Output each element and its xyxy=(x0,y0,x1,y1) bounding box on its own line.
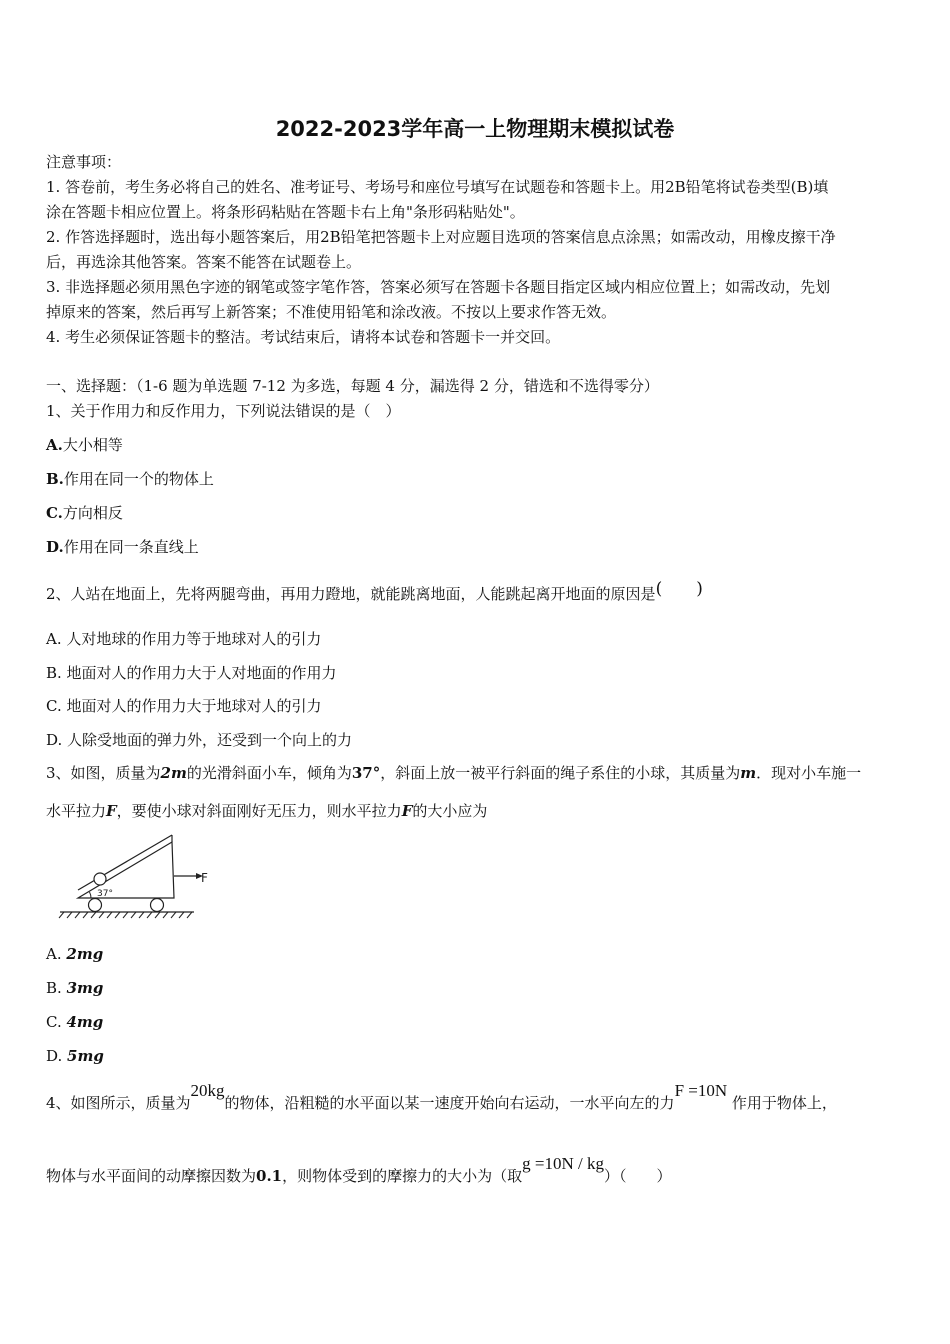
math: m xyxy=(740,764,757,782)
text: 水平拉力 xyxy=(46,802,107,820)
question-3-stem-line1 xyxy=(46,763,861,783)
q2-option-c: C. 地面对人的作用力大于地球对人的引力 xyxy=(46,697,322,715)
notice-line: 掉原来的答案，然后再写上新答案；不准使用铅笔和涂改液。不按以上要求作答无效。 xyxy=(46,303,617,321)
q3-option-a xyxy=(46,944,103,964)
question-3-stem-line2 xyxy=(46,801,487,821)
text: 的物体，沿粗糙的水平面以某一速度开始向右运动，一水平向左的力 xyxy=(224,1094,675,1112)
option-letter: D. xyxy=(46,1047,63,1065)
option-letter: A. xyxy=(46,436,63,454)
question-4-stem-line2 xyxy=(46,1154,672,1186)
notice-line: 后，再选涂其他答案。答案不能答在试题卷上。 xyxy=(46,253,362,271)
force-label: F xyxy=(201,871,208,885)
text: ）（ ） xyxy=(603,1167,672,1185)
q3-option-c xyxy=(46,1012,103,1032)
q1-option-b xyxy=(46,469,214,489)
notice-heading: 注意事项： xyxy=(46,153,122,171)
option-value: 4mg xyxy=(66,1013,104,1031)
q2-option-a: A. 人对地球的作用力等于地球对人的引力 xyxy=(46,630,322,648)
text: 的光滑斜面小车，倾角为 xyxy=(186,764,352,782)
option-letter: C. xyxy=(46,504,63,522)
text: ，要使小球对斜面刚好无压力，则水平拉力 xyxy=(116,802,402,820)
question-4-stem-line1 xyxy=(46,1081,837,1113)
notice-line: 2. 作答选择题时，选出每小题答案后，用2B铅笔把答题卡上对应题目选项的答案信息点涂黑；如需改动，用橡皮擦干净 xyxy=(46,228,836,246)
notice-line: 1. 答卷前，考生务必将自己的姓名、准考证号、考场号和座位号填写在试题卷和答题卡上。用2B铅笔将试卷类型(B)填 xyxy=(46,178,829,196)
math: g =10N / kg xyxy=(522,1154,604,1173)
option-value: 5mg xyxy=(67,1047,104,1065)
math: F xyxy=(106,802,117,820)
text: 4、如图所示，质量为 xyxy=(46,1094,191,1112)
notice-line: 3. 非选择题必须用黑色字迹的钢笔或签字笔作答，答案必须写在答题卡各题目指定区域内相应位置上；如需改动，先划 xyxy=(46,278,831,296)
q3-option-b xyxy=(46,978,103,998)
math: 37° xyxy=(351,764,381,782)
option-value: 3mg xyxy=(66,979,104,997)
math: 20kg xyxy=(190,1081,225,1100)
option-value: 2mg xyxy=(66,945,104,963)
q1-option-d xyxy=(46,537,199,557)
incline-cart-figure xyxy=(58,832,218,920)
option-text: 大小相等 xyxy=(62,436,123,454)
q1-option-c xyxy=(46,503,123,523)
q2-option-d: D. 人除受地面的弹力外，还受到一个向上的力 xyxy=(46,731,353,749)
q2-option-b: B. 地面对人的作用力大于人对地面的作用力 xyxy=(46,664,337,682)
math: F xyxy=(401,802,413,820)
text: 的大小应为 xyxy=(412,802,488,820)
q1-option-a xyxy=(46,435,123,455)
text: ，斜面上放一被平行斜面的绳子系住的小球，其质量为 xyxy=(380,764,741,782)
option-letter: B. xyxy=(46,470,64,488)
question-2-stem xyxy=(46,579,703,604)
q3-option-d xyxy=(46,1046,104,1066)
page-title: 2022-2023学年高一上物理期末模拟试卷 xyxy=(275,117,675,141)
question-1-stem: 1、关于作用力和反作用力，下列说法错误的是（ ） xyxy=(46,402,401,420)
notice-line: 涂在答题卡相应位置上。将条形码粘贴在答题卡右上角"条形码粘贴处"。 xyxy=(46,203,525,221)
text: ，则物体受到的摩擦力的大小为（取 xyxy=(282,1167,523,1185)
math: 0.1 xyxy=(256,1167,283,1185)
text: 3、如图，质量为 xyxy=(46,764,161,782)
option-letter: A. xyxy=(46,945,62,963)
question-text: 2、人站在地面上，先将两腿弯曲，再用力蹬地，就能跳离地面，人能跳起离开地面的原因是 xyxy=(46,585,656,603)
math: F =10N xyxy=(674,1081,728,1100)
option-letter: C. xyxy=(46,1013,62,1031)
option-text: 方向相反 xyxy=(62,504,123,522)
option-letter: B. xyxy=(46,979,62,997)
text: 作用于物体上， xyxy=(731,1094,837,1112)
text: 物体与水平面间的动摩擦因数为 xyxy=(46,1167,257,1185)
angle-label: 37° xyxy=(97,889,113,899)
answer-paren: ( ) xyxy=(655,579,703,599)
text: ．现对小车施一 xyxy=(756,764,862,782)
option-letter: D. xyxy=(46,538,64,556)
notice-line: 4. 考生必须保证答题卡的整洁。考试结束后，请将本试卷和答题卡一并交回。 xyxy=(46,328,561,346)
math: 2m xyxy=(160,764,187,782)
option-text: 作用在同一条直线上 xyxy=(63,538,199,556)
option-text: 作用在同一个的物体上 xyxy=(63,470,214,488)
section-heading: 一、选择题：（1-6 题为单选题 7-12 为多选，每题 4 分，漏选得 2 分，错选和不选得零分） xyxy=(46,377,659,395)
